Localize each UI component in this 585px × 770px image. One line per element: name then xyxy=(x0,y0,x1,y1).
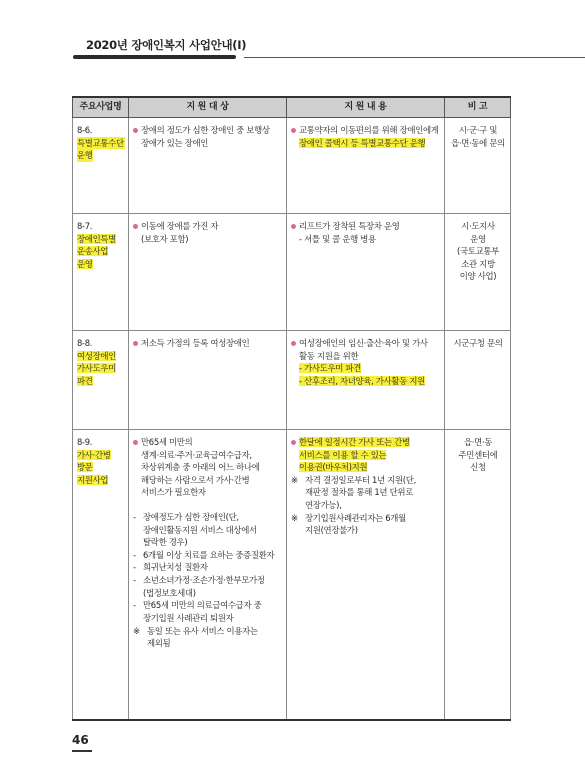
content-line: 여성장애인의 임신·출산·육아 및 가사 xyxy=(299,338,428,348)
support-programs-table xyxy=(72,96,511,721)
table-row xyxy=(73,331,511,430)
target-cell xyxy=(129,118,287,214)
program-name-line: 운영 xyxy=(77,258,93,269)
header-content: 지 원 내 용 xyxy=(287,97,445,118)
note-cell xyxy=(445,430,511,720)
table-row xyxy=(73,430,511,720)
program-name-line: 파견 xyxy=(77,375,93,386)
content-line: 리프트가 장착된 특장차 운영 xyxy=(299,221,400,231)
content-highlight-line: 이용권(바우처)지원 xyxy=(299,462,368,473)
target-line: 장애의 정도가 심한 장애인 중 보행상 xyxy=(141,125,270,135)
program-name-cell xyxy=(73,331,129,430)
header-program-name: 주요사업명 xyxy=(73,97,129,118)
content-highlight-line: - 가사도우미 파견 xyxy=(299,363,361,374)
content-cell xyxy=(287,430,445,720)
note-line: 읍·면·동에 문의 xyxy=(451,137,505,148)
program-name-line: 장애인특별 xyxy=(77,233,116,244)
header-note: 비 고 xyxy=(445,97,511,118)
header-rule-thick xyxy=(73,55,236,59)
bullet-dot-icon xyxy=(291,440,296,445)
target-cell xyxy=(129,214,287,331)
program-name-line: 운송사업 xyxy=(77,246,109,257)
program-name-line: 특별교통수단 xyxy=(77,137,124,148)
note-line: 신청 xyxy=(470,462,486,473)
target-line: 만65세 미만의 xyxy=(141,437,193,447)
header-target: 지 원 대 상 xyxy=(129,97,287,118)
program-name-line: 가사도우미 xyxy=(77,363,116,374)
program-name-line: 가사·간병 xyxy=(77,449,111,460)
content-highlight-line: 한달에 일정시간 가사 또는 간병 xyxy=(299,437,410,447)
target-line: 생계·의료·주거·교육급여수급자, xyxy=(141,449,252,460)
note-line: 운영 xyxy=(470,233,486,244)
bullet-dot-icon xyxy=(133,341,138,346)
criteria-item: - 희귀난치성 질환자 xyxy=(133,562,208,573)
note-line: 주민센터에 xyxy=(458,449,498,460)
note-line: 시군구청 문의 xyxy=(453,338,503,348)
note-cell xyxy=(445,118,511,214)
note-line: 시·군·구 및 xyxy=(458,125,498,135)
page-number-underline xyxy=(72,750,92,752)
table-row xyxy=(73,214,511,331)
program-name-cell xyxy=(73,214,129,331)
program-name-cell xyxy=(73,430,129,720)
table-row xyxy=(73,118,511,214)
criteria-item: - 장애정도가 심한 장애인(단, 장애인활동지원 서비스 대상에서 탈락한 경우) xyxy=(133,512,257,548)
note-line: 이양 사업) xyxy=(459,271,497,282)
program-number: 8-7. xyxy=(77,221,93,231)
bullet-dot-icon xyxy=(291,128,296,133)
bullet-dot-icon xyxy=(291,341,296,346)
bullet-dot-icon xyxy=(133,128,138,133)
criteria-item: - 만65세 미만의 의료급여수급자 중 장기입원 사례관리 퇴원자 xyxy=(133,600,262,623)
program-name-line: 지원사업 xyxy=(77,474,109,485)
target-line: 장애가 있는 장애인 xyxy=(141,137,209,148)
content-line: 활동 지원을 위한 xyxy=(299,350,359,361)
reference-note: ※ 자격 결정일로부터 1년 지원(단, 재판정 절차를 통해 1년 단위로 연장가능), xyxy=(291,474,416,511)
program-name-cell xyxy=(73,118,129,214)
note-cell xyxy=(445,331,511,430)
note-line: 소관 지방 xyxy=(461,258,495,269)
criteria-item: - 6개월 이상 치료를 요하는 중증질환자 xyxy=(133,549,275,560)
target-line: 저소득 가정의 등록 여성장애인 xyxy=(141,338,250,348)
target-line: 해당하는 사람으로서 가사·간병 xyxy=(141,474,250,485)
target-line: 차상위계층 중 아래의 어느 하나에 xyxy=(141,462,260,473)
content-highlight-line: - 산후조리, 자녀양육, 가사활동 지원 xyxy=(299,375,425,386)
note-cell xyxy=(445,214,511,331)
bullet-dot-icon xyxy=(133,440,138,445)
reference-note: ※ 장기입원사례관리자는 6개월 지원(연장불가) xyxy=(291,512,406,536)
program-number: 8-8. xyxy=(77,338,93,348)
content-highlight-line: 서비스를 이용 할 수 있는 xyxy=(299,449,387,460)
program-number: 8-6. xyxy=(77,125,93,135)
target-cell xyxy=(129,331,287,430)
target-cell xyxy=(129,430,287,720)
note-line: 시·도지사 xyxy=(461,221,495,231)
target-line: 이동에 장애를 가진 자 xyxy=(141,221,219,231)
program-number: 8-9. xyxy=(77,437,93,447)
program-name-line: 방문 xyxy=(77,462,93,473)
content-line: 교통약자의 이동편의를 위해 장애인에게 xyxy=(299,125,439,135)
note-line: 읍·면·동 xyxy=(463,437,493,447)
content-line: - 셔틀 및 콜 운행 병용 xyxy=(299,233,376,244)
program-name-line: 여성장애인 xyxy=(77,350,116,361)
content-cell xyxy=(287,331,445,430)
bullet-dot-icon xyxy=(133,224,138,229)
program-name-line: 운행 xyxy=(77,150,93,161)
reference-note: ※ 동일 또는 유사 서비스 이용자는 제외됨 xyxy=(133,625,258,649)
content-highlight-line: 장애인 콜택시 등 특별교통수단 운행 xyxy=(299,137,426,148)
table-header-row xyxy=(73,97,511,118)
target-line: (보호자 포함) xyxy=(141,233,189,244)
note-line: (국토교통부 xyxy=(457,246,499,257)
header-rule-thin xyxy=(244,57,585,58)
content-cell xyxy=(287,214,445,331)
criteria-item: - 소년소녀가정·조손가정·한부모가정 (법정보호세대) xyxy=(133,575,265,598)
target-line: 서비스가 필요한자 xyxy=(141,487,206,498)
content-cell xyxy=(287,118,445,214)
running-header-title: 2020년 장애인복지 사업안내(Ⅰ) xyxy=(86,38,247,52)
bullet-dot-icon xyxy=(291,224,296,229)
page-number: 46 xyxy=(72,733,89,747)
